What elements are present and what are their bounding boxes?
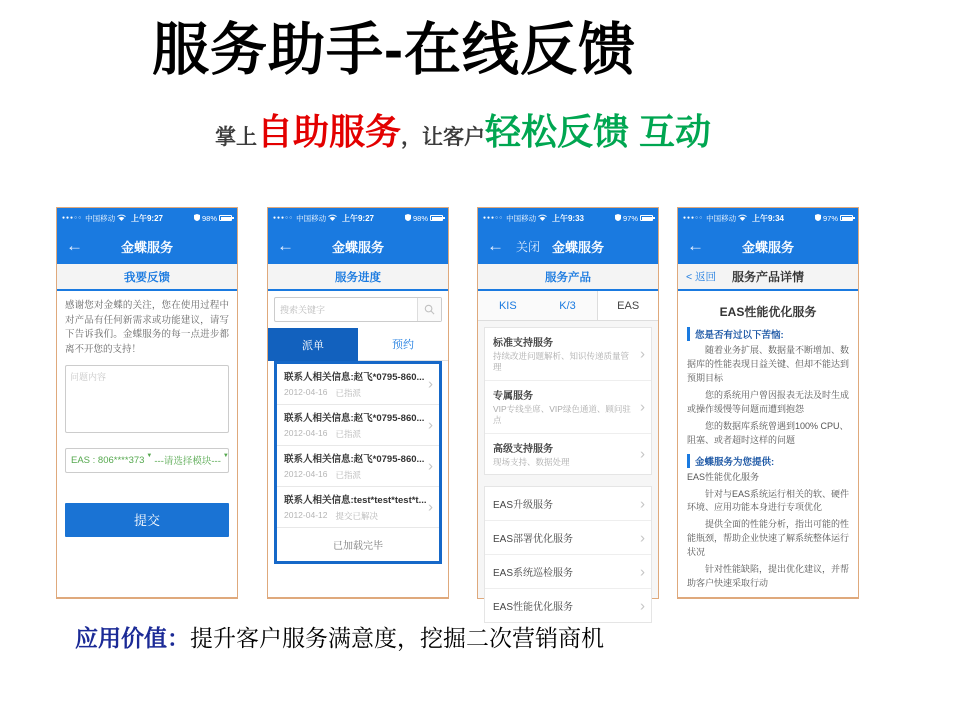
ticket-date: 2012-04-12: [284, 510, 328, 520]
battery-percent-label: 97%: [822, 213, 838, 223]
progress-tabs: [268, 328, 448, 361]
status-time: 上午9:34: [751, 213, 784, 223]
status-bar: [268, 208, 448, 228]
section-header-feedback: 我要反馈: [57, 264, 237, 291]
service-desc: 持续改进问题解析、知识传递质量管理: [493, 351, 630, 373]
ticket-meta: [284, 510, 423, 522]
products-body: [478, 291, 658, 615]
battery-icon: [219, 215, 232, 221]
pain-points-header: 您是否有过以下苦恼:: [687, 327, 849, 341]
ticket-list-item[interactable]: [277, 446, 439, 487]
ticket-title: 联系人相关信息:赵飞*0795-860...: [284, 372, 425, 383]
detail-body: [678, 291, 858, 600]
support-services-group: [484, 327, 652, 475]
chevron-right-icon: ›: [640, 597, 645, 615]
ticket-list-item[interactable]: [277, 405, 439, 446]
return-button[interactable]: < 返回: [686, 271, 717, 283]
service-title: 标准支持服务: [493, 338, 553, 349]
product-module-select-row[interactable]: [65, 448, 229, 473]
ticket-date: 2012-04-16: [284, 469, 328, 479]
nav-title: 金蝶服务: [741, 239, 794, 255]
ticket-status: 提交已解决: [335, 511, 378, 521]
phone-screenshot-feedback: [56, 207, 238, 599]
ticket-list-item[interactable]: [277, 364, 439, 405]
ticket-date: 2012-04-16: [284, 428, 328, 438]
search-row: [268, 291, 448, 328]
pain-paragraph: 您的系统用户曾因报表无法及时生成或操作缓慢等问题而遭到抱怨: [687, 389, 850, 414]
close-button[interactable]: 关闭: [516, 239, 541, 254]
pain-paragraph: 您的数据库系统曾遇到100% CPU、阻塞、或者超时这样的问题: [687, 420, 849, 445]
ticket-title: 联系人相关信息:test*test*test*t...: [284, 495, 427, 506]
slide-title: 服务助手-在线反馈: [152, 18, 636, 82]
eas-service-item[interactable]: [485, 521, 651, 555]
nav-title: 金蝶服务: [552, 239, 605, 255]
nav-bar: [268, 228, 448, 264]
status-bar: [478, 208, 658, 228]
section-header-detail: [678, 264, 858, 291]
product-line-tabs: [478, 291, 658, 321]
battery-percent-label: 98%: [201, 213, 217, 223]
detail-page-title: EAS性能优化服务: [719, 305, 817, 319]
tab-dispatch[interactable]: 派单: [268, 328, 358, 361]
tab-eas[interactable]: EAS: [597, 291, 658, 320]
back-arrow-icon[interactable]: ←: [277, 236, 294, 255]
ticket-meta: [284, 428, 423, 440]
pain-paragraph: 随着业务扩展、数据量不断增加、数据库的性能表现日益关键、但却不能达到预期目标: [687, 345, 850, 383]
phone-screenshot-products: [477, 207, 659, 615]
search-icon[interactable]: [417, 298, 441, 321]
subtitle-middle: ，让客户: [401, 126, 486, 149]
offer-paragraph: 针对与EAS系统运行相关的软、硬件环境、应用功能本身进行专项优化: [687, 488, 850, 513]
battery-icon: [840, 215, 853, 221]
phone-screenshot-progress: [267, 207, 449, 599]
service-desc: 现场支持、数据处理: [493, 456, 570, 467]
subtitle-prefix: 掌上: [215, 126, 257, 149]
eas-service-item[interactable]: [485, 589, 651, 622]
carrier-label: 中国移动: [85, 213, 116, 223]
application-value-line: [75, 620, 604, 653]
feedback-content-input[interactable]: [65, 365, 229, 433]
subtitle-red-emphasis: 自助服务: [257, 111, 402, 152]
submit-button[interactable]: 提交: [65, 503, 229, 537]
status-bar: [678, 208, 858, 228]
nav-bar: [678, 228, 858, 264]
chevron-right-icon: ›: [640, 529, 645, 547]
ticket-list-item[interactable]: [277, 487, 439, 528]
status-time: 上午9:27: [341, 213, 374, 223]
service-item[interactable]: [485, 328, 651, 381]
chevron-right-icon: ›: [640, 495, 645, 513]
back-arrow-icon[interactable]: ←: [687, 236, 704, 255]
service-item[interactable]: [485, 434, 651, 474]
signal-icon: ●●●○○: [683, 215, 704, 221]
chevron-right-icon: ›: [428, 498, 433, 516]
section-header-products: 服务产品: [478, 264, 658, 291]
offer-lead: EAS性能优化服务: [687, 471, 760, 482]
chevron-right-icon: ›: [640, 563, 645, 581]
status-time: 上午9:33: [551, 213, 584, 223]
value-label: 应用价值：: [75, 625, 190, 651]
ticket-title: 联系人相关信息:赵飞*0795-860...: [284, 413, 425, 424]
chevron-right-icon: ›: [640, 345, 645, 363]
chevron-right-icon: ›: [428, 416, 433, 434]
slide-subtitle: [215, 104, 711, 155]
signal-icon: ●●●○○: [62, 215, 83, 221]
nav-bar: [57, 228, 237, 264]
tab-k3[interactable]: K/3: [559, 299, 576, 312]
ticket-list: [274, 361, 442, 564]
eas-service-item[interactable]: [485, 555, 651, 589]
signal-icon: ●●●○○: [273, 215, 294, 221]
dropdown-arrow-icon: ▼: [222, 453, 229, 460]
nav-title: 金蝶服务: [120, 239, 173, 255]
battery-percent-label: 98%: [412, 213, 428, 223]
back-arrow-icon[interactable]: ←: [487, 236, 504, 255]
value-text: 提升客户服务满意度，挖掘二次营销商机: [190, 625, 604, 651]
back-arrow-icon[interactable]: ←: [66, 236, 83, 255]
chevron-right-icon: ›: [428, 375, 433, 393]
ticket-meta: [284, 387, 423, 399]
offer-header: 金蝶服务为您提供:: [687, 454, 849, 468]
search-input[interactable]: [275, 305, 417, 315]
eas-services-group: [484, 486, 652, 623]
eas-service-title: EAS部署优化服务: [493, 534, 574, 546]
battery-percent-label: 97%: [622, 213, 638, 223]
phone-screenshot-product-detail: [677, 207, 859, 599]
list-loaded-label: 已加载完毕: [333, 541, 383, 552]
battery-icon: [430, 215, 443, 221]
chevron-right-icon: ›: [428, 457, 433, 475]
battery-icon: [640, 215, 653, 221]
eas-service-title: EAS系统巡检服务: [493, 568, 574, 580]
feedback-intro-text: 感谢您对金蝶的关注，您在使用过程中对产品有任何新需求或功能建议，请写下告诉我们。金蝶服务的每一点进步都离不开您的支持！: [65, 300, 229, 356]
product-select-value[interactable]: EAS : 806****373: [71, 454, 145, 466]
nav-title: 金蝶服务: [331, 239, 384, 255]
ticket-status: 已指派: [335, 429, 361, 439]
status-bar: [57, 208, 237, 228]
module-select-value[interactable]: ---请选择模块---: [154, 456, 221, 468]
ticket-meta: [284, 469, 423, 481]
ticket-date: 2012-04-16: [284, 387, 328, 397]
ticket-status: 已指派: [335, 470, 361, 480]
tab-appointment[interactable]: 预约: [358, 328, 448, 361]
subtitle-green-emphasis: 轻松反馈 互动: [485, 111, 712, 152]
feedback-body: [57, 291, 237, 545]
offer-paragraph: 针对性能缺陷，提出优化建议，并帮助客户快速采取行动: [687, 564, 850, 589]
carrier-label: 中国移动: [706, 213, 737, 223]
eas-service-title: EAS升级服务: [493, 500, 554, 512]
service-title: 高级支持服务: [493, 443, 553, 455]
section-header-progress: 服务进度: [268, 264, 448, 291]
ticket-title: 联系人相关信息:赵飞*0795-860...: [284, 454, 425, 465]
carrier-label: 中国移动: [296, 213, 327, 223]
status-time: 上午9:27: [130, 213, 163, 223]
dropdown-arrow-icon: ▼: [146, 453, 153, 460]
service-item[interactable]: [485, 381, 651, 434]
search-field[interactable]: [274, 297, 442, 322]
service-desc: VIP专线坐席、VIP绿色通道、顾问驻点: [493, 403, 631, 426]
tab-kis[interactable]: KIS: [498, 299, 517, 312]
chevron-right-icon: ›: [640, 445, 645, 463]
eas-service-item[interactable]: [485, 487, 651, 521]
service-title: 专属服务: [493, 390, 533, 402]
offer-paragraph: 提供全面的性能分析，指出可能的性能瓶颈，帮助企业快速了解系统整体运行状况: [687, 519, 850, 558]
eas-service-title: EAS性能优化服务: [493, 602, 574, 614]
ticket-status: 已指派: [335, 388, 361, 398]
carrier-label: 中国移动: [506, 213, 537, 223]
detail-header-title: 服务产品详情: [731, 270, 804, 284]
chevron-right-icon: ›: [640, 398, 645, 416]
signal-icon: ●●●○○: [483, 215, 504, 221]
nav-bar: [478, 228, 658, 264]
